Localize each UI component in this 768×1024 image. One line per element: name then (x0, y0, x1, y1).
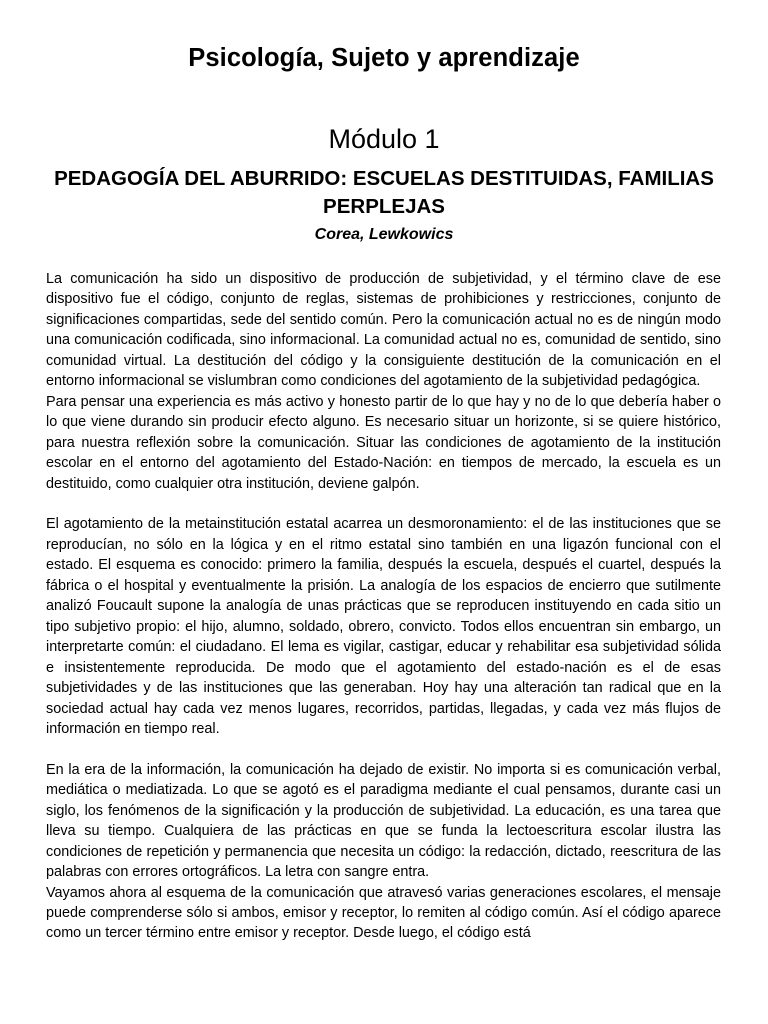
authors-line: Corea, Lewkowics (314, 226, 454, 243)
chapter-title: PEDAGOGÍA DEL ABURRIDO: ESCUELAS DESTITUIDAS, FAMILIAS PERPLEJAS (54, 167, 714, 218)
paragraph: Vayamos ahora al esquema de la comunicación que atravesó varias generaciones escolares, el mensaje puede comprenderse sólo si ambos, emisor y receptor, lo remiten al código común. Así el código aparece como un tercer término entre emisor y receptor. Desde luego, el código está (46, 884, 721, 942)
paragraph: El agotamiento de la metainstitución estatal acarrea un desmoronamiento: el de las instituciones que se reproducían, no sólo en la lógica y en el ritmo estatal sino también en una ligazón funcional con el estado. El esquema es conocido: primero la familia, después la escuela, después el cuartel, después la fábrica o el hospital y eventualmente la prisión. La analogía de los espacios de encierro que sutilmente analizó Foucault supone la analogía de unas prácticas que se reproducen instituyendo en cada sitio un tipo subjetivo propio: el hijo, alumno, soldado, obrero, convicto. Todos ellos encuentran sin embargo, un interpretarte común: el ciudadano. El lema es vigilar, castigar, educar y rehabilitar esa subjetividad sólida e insistentemente reproducida. De modo que el agotamiento del estado-nación es el de esas subjetividades y de las instituciones que las generaban. Hoy hay una alteración tan radical que en la sociedad actual hay cada vez menos lugares, recorridos, partidas, llegadas, y cada vez más flujos de información en tiempo real. (46, 516, 721, 737)
module-heading: Módulo 1 (328, 124, 440, 154)
paragraph: Para pensar una experiencia es más activo y honesto partir de lo que hay y no de lo que debería haber o lo que viene durando sin producir efecto alguno. Es necesario situar un horizonte, si se quiere histórico, para nuestra reflexión sobre la comunicación. Situar las condiciones de agotamiento de la institución escolar en el entorno del agotamiento del Estado-Nación: en tiempos de mercado, la escuela es un destituido, como cualquier otra institución, deviene galpón. (46, 393, 721, 492)
document-title: Psicología, Sujeto y aprendizaje (188, 44, 580, 72)
paragraph: La comunicación ha sido un dispositivo de producción de subjetividad, y el término clave de ese dispositivo fue el código, conjunto de reglas, sistemas de prohibiciones y restricciones, conjunto de significaciones compartidas, sede del sentido común. Pero la comunicación actual no es de ningún modo una comunicación codificada, sino informacional. La comunidad actual no es, comunidad de sentido, sino comunidad virtual. La destitución del código y la consiguiente destitución de la comunicación en el entorno informacional se vislumbran como condiciones del agotamiento de la subjetividad pedagógica. (46, 271, 721, 390)
paragraph: En la era de la información, la comunicación ha dejado de existir. No importa si es comunicación verbal, mediática o mediatizada. Lo que se agotó es el paradigma mediante el cual pensamos, durante casi un siglo, los fenómenos de la significación y la producción de subjetividad. La educación, es una tarea que lleva su tiempo. Cualquiera de las prácticas en que se funda la lectoescritura escolar ilustra las condiciones de repetición y permanencia que necesita un código: la redacción, dictado, reescritura de las palabras con errores ortográficos. La letra con sangre entra. (46, 761, 721, 881)
body-text (46, 269, 721, 944)
